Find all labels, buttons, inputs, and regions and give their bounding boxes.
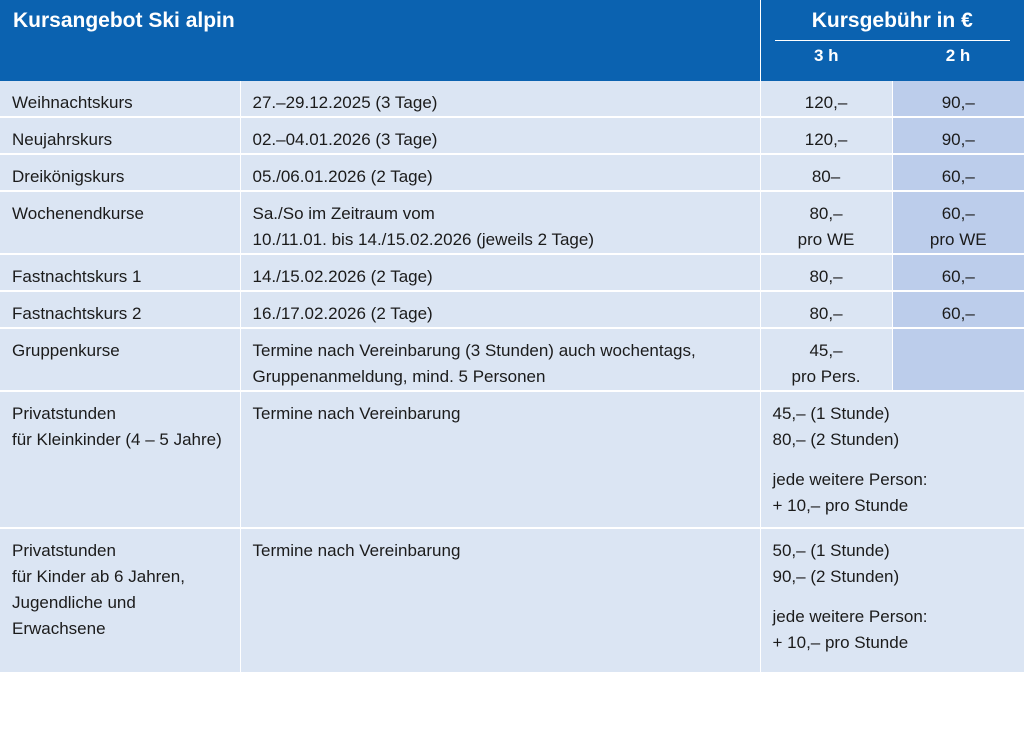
course-name: Weihnachtskurs <box>0 81 240 117</box>
spacer <box>773 453 1013 467</box>
course-dates: 02.–04.01.2026 (3 Tage) <box>240 117 760 154</box>
column-2h-header: 2 h <box>945 46 971 65</box>
price-2h: 60,– pro WE <box>892 191 1024 254</box>
table-row <box>0 154 1024 191</box>
price-3h: 80,– <box>760 254 892 291</box>
course-name: Dreikönigskurs <box>0 154 240 191</box>
price-2h: 60,– <box>892 254 1024 291</box>
course-name: Wochenendkurse <box>0 191 240 254</box>
price-3h: 120,– <box>760 117 892 154</box>
course-dates: Sa./So im Zeitraum vom 10./11.01. bis 14./15.02.2026 (jeweils 2 Tage) <box>240 191 760 254</box>
fee-header <box>760 0 1024 42</box>
course-dates: 16./17.02.2026 (2 Tage) <box>240 291 760 328</box>
price-2h-empty <box>892 328 1024 391</box>
table-subheader-row <box>0 42 1024 81</box>
spacer <box>773 590 1013 604</box>
price-3h: 120,– <box>760 81 892 117</box>
course-name: Privatstunden für Kleinkinder (4 – 5 Jahre) <box>0 391 240 528</box>
price-2h: 90,– <box>892 117 1024 154</box>
table-row <box>0 291 1024 328</box>
course-dates: 14./15.02.2026 (2 Tage) <box>240 254 760 291</box>
price-2h: 60,– <box>892 291 1024 328</box>
header-spacer <box>0 42 760 81</box>
price-2h: 90,– <box>892 81 1024 117</box>
table-row <box>0 117 1024 154</box>
table-row <box>0 528 1024 672</box>
course-name: Gruppenkurse <box>0 328 240 391</box>
fee-header-label: Kursgebühr in € <box>775 9 1011 41</box>
table-row <box>0 391 1024 528</box>
table-row <box>0 254 1024 291</box>
table-row <box>0 191 1024 254</box>
price-2h: 60,– <box>892 154 1024 191</box>
table-row <box>0 328 1024 391</box>
column-3h-header: 3 h <box>813 46 839 65</box>
price-3h: 80– <box>760 154 892 191</box>
table-row <box>0 81 1024 117</box>
price-3h: 80,– <box>760 291 892 328</box>
private-lesson-prices: 45,– (1 Stunde) 80,– (2 Stunden) jede weitere Person: + 10,– pro Stunde <box>760 391 1024 528</box>
table-header-row <box>0 0 1024 42</box>
course-name: Privatstunden für Kinder ab 6 Jahren, Jugendliche und Erwachsene <box>0 528 240 672</box>
course-name: Fastnachtskurs 2 <box>0 291 240 328</box>
course-dates: Termine nach Vereinbarung <box>240 391 760 528</box>
course-dates: Termine nach Vereinbarung <box>240 528 760 672</box>
course-dates: 27.–29.12.2025 (3 Tage) <box>240 81 760 117</box>
course-name: Fastnachtskurs 1 <box>0 254 240 291</box>
price-3h: 45,– pro Pers. <box>760 328 892 391</box>
course-name: Neujahrskurs <box>0 117 240 154</box>
table-title: Kursangebot Ski alpin <box>0 0 760 42</box>
price-3h: 80,– pro WE <box>760 191 892 254</box>
course-dates: Termine nach Vereinbarung (3 Stunden) auch wochentags, Gruppenanmeldung, mind. 5 Personen <box>240 328 760 391</box>
course-dates: 05./06.01.2026 (2 Tage) <box>240 154 760 191</box>
private-lesson-prices: 50,– (1 Stunde) 90,– (2 Stunden) jede weitere Person: + 10,– pro Stunde <box>760 528 1024 672</box>
